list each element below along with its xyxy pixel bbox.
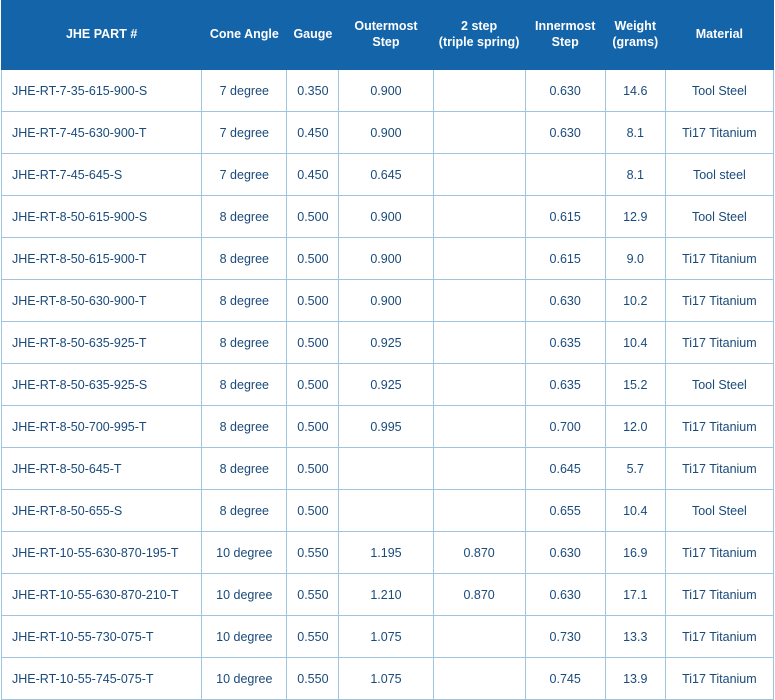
table-header: [2, 1, 774, 70]
table-cell: 1.195: [339, 532, 433, 574]
column-header-7: [665, 1, 773, 70]
column-header-3: [339, 1, 433, 70]
table-row: [2, 112, 774, 154]
table-row: [2, 448, 774, 490]
column-header-5: [525, 1, 605, 70]
table-cell: 1.210: [339, 574, 433, 616]
table-cell: 0.900: [339, 196, 433, 238]
table-cell: 0.995: [339, 406, 433, 448]
column-header-label: Weight: [614, 19, 656, 34]
table-cell: 1.075: [339, 658, 433, 700]
table-cell: 10 degree: [202, 616, 287, 658]
table-cell: [433, 448, 525, 490]
table-cell: 0.630: [525, 112, 605, 154]
table-cell: 15.2: [605, 364, 665, 406]
table-cell: 0.550: [287, 574, 339, 616]
table-cell: 0.450: [287, 154, 339, 196]
part-number-cell: JHE-RT-8-50-655-S: [2, 490, 202, 532]
table-cell: 0.900: [339, 112, 433, 154]
table-row: [2, 490, 774, 532]
table-cell: Ti17 Titanium: [665, 280, 773, 322]
table-row: [2, 280, 774, 322]
table-cell: 0.870: [433, 574, 525, 616]
table-cell: 0.450: [287, 112, 339, 154]
table-cell: 0.900: [339, 70, 433, 112]
table-cell: 5.7: [605, 448, 665, 490]
table-cell: 0.925: [339, 364, 433, 406]
table-cell: Tool Steel: [665, 364, 773, 406]
table-cell: Ti17 Titanium: [665, 532, 773, 574]
table-cell: 0.900: [339, 238, 433, 280]
column-header-sublabel: Step: [551, 35, 579, 49]
header-row: [2, 1, 774, 70]
table-cell: 0.500: [287, 448, 339, 490]
table-cell: 0.500: [287, 280, 339, 322]
table-cell: 0.500: [287, 238, 339, 280]
table-cell: 0.645: [339, 154, 433, 196]
table-cell: [433, 238, 525, 280]
table-cell: 10 degree: [202, 532, 287, 574]
table-cell: 0.700: [525, 406, 605, 448]
table-row: [2, 616, 774, 658]
table-cell: 0.615: [525, 238, 605, 280]
table-cell: Ti17 Titanium: [665, 406, 773, 448]
part-number-cell: JHE-RT-8-50-615-900-S: [2, 196, 202, 238]
table-cell: 0.550: [287, 532, 339, 574]
table-row: [2, 658, 774, 700]
column-header-sublabel: Step: [372, 35, 400, 49]
table-cell: [433, 196, 525, 238]
part-number-cell: JHE-RT-10-55-630-870-195-T: [2, 532, 202, 574]
table-cell: [433, 658, 525, 700]
table-cell: Tool steel: [665, 154, 773, 196]
table-cell: 0.730: [525, 616, 605, 658]
column-header-label: Material: [695, 27, 744, 42]
table-cell: 0.645: [525, 448, 605, 490]
table-cell: 7 degree: [202, 154, 287, 196]
table-cell: Ti17 Titanium: [665, 574, 773, 616]
table-cell: [433, 154, 525, 196]
table-cell: Ti17 Titanium: [665, 616, 773, 658]
table-cell: 0.350: [287, 70, 339, 112]
column-header-label: Gauge: [293, 27, 333, 42]
table-cell: 8 degree: [202, 406, 287, 448]
table-body: [2, 70, 774, 700]
table-cell: 0.745: [525, 658, 605, 700]
table-cell: 14.6: [605, 70, 665, 112]
table-cell: 10.2: [605, 280, 665, 322]
table-cell: 8 degree: [202, 364, 287, 406]
table-cell: [433, 406, 525, 448]
table-cell: 16.9: [605, 532, 665, 574]
part-number-cell: JHE-RT-8-50-615-900-T: [2, 238, 202, 280]
table-cell: 0.655: [525, 490, 605, 532]
part-number-cell: JHE-RT-7-35-615-900-S: [2, 70, 202, 112]
table-row: [2, 406, 774, 448]
table-row: [2, 154, 774, 196]
table-cell: 8 degree: [202, 280, 287, 322]
table-cell: 0.500: [287, 364, 339, 406]
column-header-1: [202, 1, 287, 70]
table-cell: [433, 70, 525, 112]
part-number-cell: JHE-RT-10-55-730-075-T: [2, 616, 202, 658]
table-cell: Ti17 Titanium: [665, 322, 773, 364]
part-number-cell: JHE-RT-8-50-635-925-S: [2, 364, 202, 406]
table-cell: 12.0: [605, 406, 665, 448]
column-header-label: 2 step: [461, 19, 498, 34]
table-cell: 0.550: [287, 616, 339, 658]
table-cell: 0.630: [525, 70, 605, 112]
table-cell: [525, 154, 605, 196]
table-cell: 0.500: [287, 406, 339, 448]
column-header-label: Innermost: [534, 19, 596, 34]
table-cell: 10.4: [605, 490, 665, 532]
part-number-cell: JHE-RT-8-50-630-900-T: [2, 280, 202, 322]
part-number-cell: JHE-RT-8-50-700-995-T: [2, 406, 202, 448]
part-number-cell: JHE-RT-7-45-645-S: [2, 154, 202, 196]
table-cell: 8 degree: [202, 448, 287, 490]
table-cell: 7 degree: [202, 112, 287, 154]
table-row: [2, 322, 774, 364]
column-header-0: [2, 1, 202, 70]
table-cell: [433, 322, 525, 364]
table-row: [2, 196, 774, 238]
table-cell: 8 degree: [202, 490, 287, 532]
column-header-sublabel: (triple spring): [438, 35, 520, 49]
table-cell: [433, 280, 525, 322]
table-cell: Tool Steel: [665, 196, 773, 238]
table-cell: [433, 616, 525, 658]
table-cell: [339, 448, 433, 490]
table-cell: 8.1: [605, 154, 665, 196]
part-number-cell: JHE-RT-10-55-745-075-T: [2, 658, 202, 700]
table-cell: 0.500: [287, 490, 339, 532]
table-cell: 0.635: [525, 364, 605, 406]
table-cell: 8 degree: [202, 196, 287, 238]
table-row: [2, 574, 774, 616]
table-cell: [433, 364, 525, 406]
table-cell: 8.1: [605, 112, 665, 154]
column-header-label: JHE PART #: [65, 27, 138, 42]
part-number-cell: JHE-RT-7-45-630-900-T: [2, 112, 202, 154]
column-header-label: Outermost: [354, 19, 418, 34]
table-cell: 0.500: [287, 196, 339, 238]
table-cell: 1.075: [339, 616, 433, 658]
table-cell: 0.615: [525, 196, 605, 238]
table-row: [2, 70, 774, 112]
table-cell: 0.500: [287, 322, 339, 364]
table-cell: 0.630: [525, 280, 605, 322]
table-cell: 13.3: [605, 616, 665, 658]
table-cell: Ti17 Titanium: [665, 238, 773, 280]
table-cell: Ti17 Titanium: [665, 658, 773, 700]
table-cell: 8 degree: [202, 238, 287, 280]
table-cell: Ti17 Titanium: [665, 448, 773, 490]
table-cell: Tool Steel: [665, 490, 773, 532]
part-number-cell: JHE-RT-8-50-635-925-T: [2, 322, 202, 364]
table-cell: 13.9: [605, 658, 665, 700]
table-row: [2, 532, 774, 574]
table-cell: 10 degree: [202, 574, 287, 616]
table-cell: [433, 490, 525, 532]
table-row: [2, 238, 774, 280]
table-cell: [433, 112, 525, 154]
table-cell: 7 degree: [202, 70, 287, 112]
table-cell: 0.630: [525, 574, 605, 616]
table-cell: 0.635: [525, 322, 605, 364]
table-cell: [339, 490, 433, 532]
column-header-2: [287, 1, 339, 70]
parts-table: [1, 0, 774, 700]
column-header-6: [605, 1, 665, 70]
table-cell: 10.4: [605, 322, 665, 364]
part-number-cell: JHE-RT-8-50-645-T: [2, 448, 202, 490]
table-cell: 12.9: [605, 196, 665, 238]
table-cell: 17.1: [605, 574, 665, 616]
table-cell: Ti17 Titanium: [665, 112, 773, 154]
column-header-label: Cone Angle: [209, 27, 279, 42]
table-cell: 10 degree: [202, 658, 287, 700]
table-cell: 0.870: [433, 532, 525, 574]
column-header-4: [433, 1, 525, 70]
table-cell: 0.900: [339, 280, 433, 322]
table-cell: 0.630: [525, 532, 605, 574]
table-cell: 0.925: [339, 322, 433, 364]
table-cell: 9.0: [605, 238, 665, 280]
table-row: [2, 364, 774, 406]
table-cell: Tool Steel: [665, 70, 773, 112]
table-cell: 0.550: [287, 658, 339, 700]
part-number-cell: JHE-RT-10-55-630-870-210-T: [2, 574, 202, 616]
column-header-sublabel: (grams): [612, 35, 659, 49]
table-cell: 8 degree: [202, 322, 287, 364]
